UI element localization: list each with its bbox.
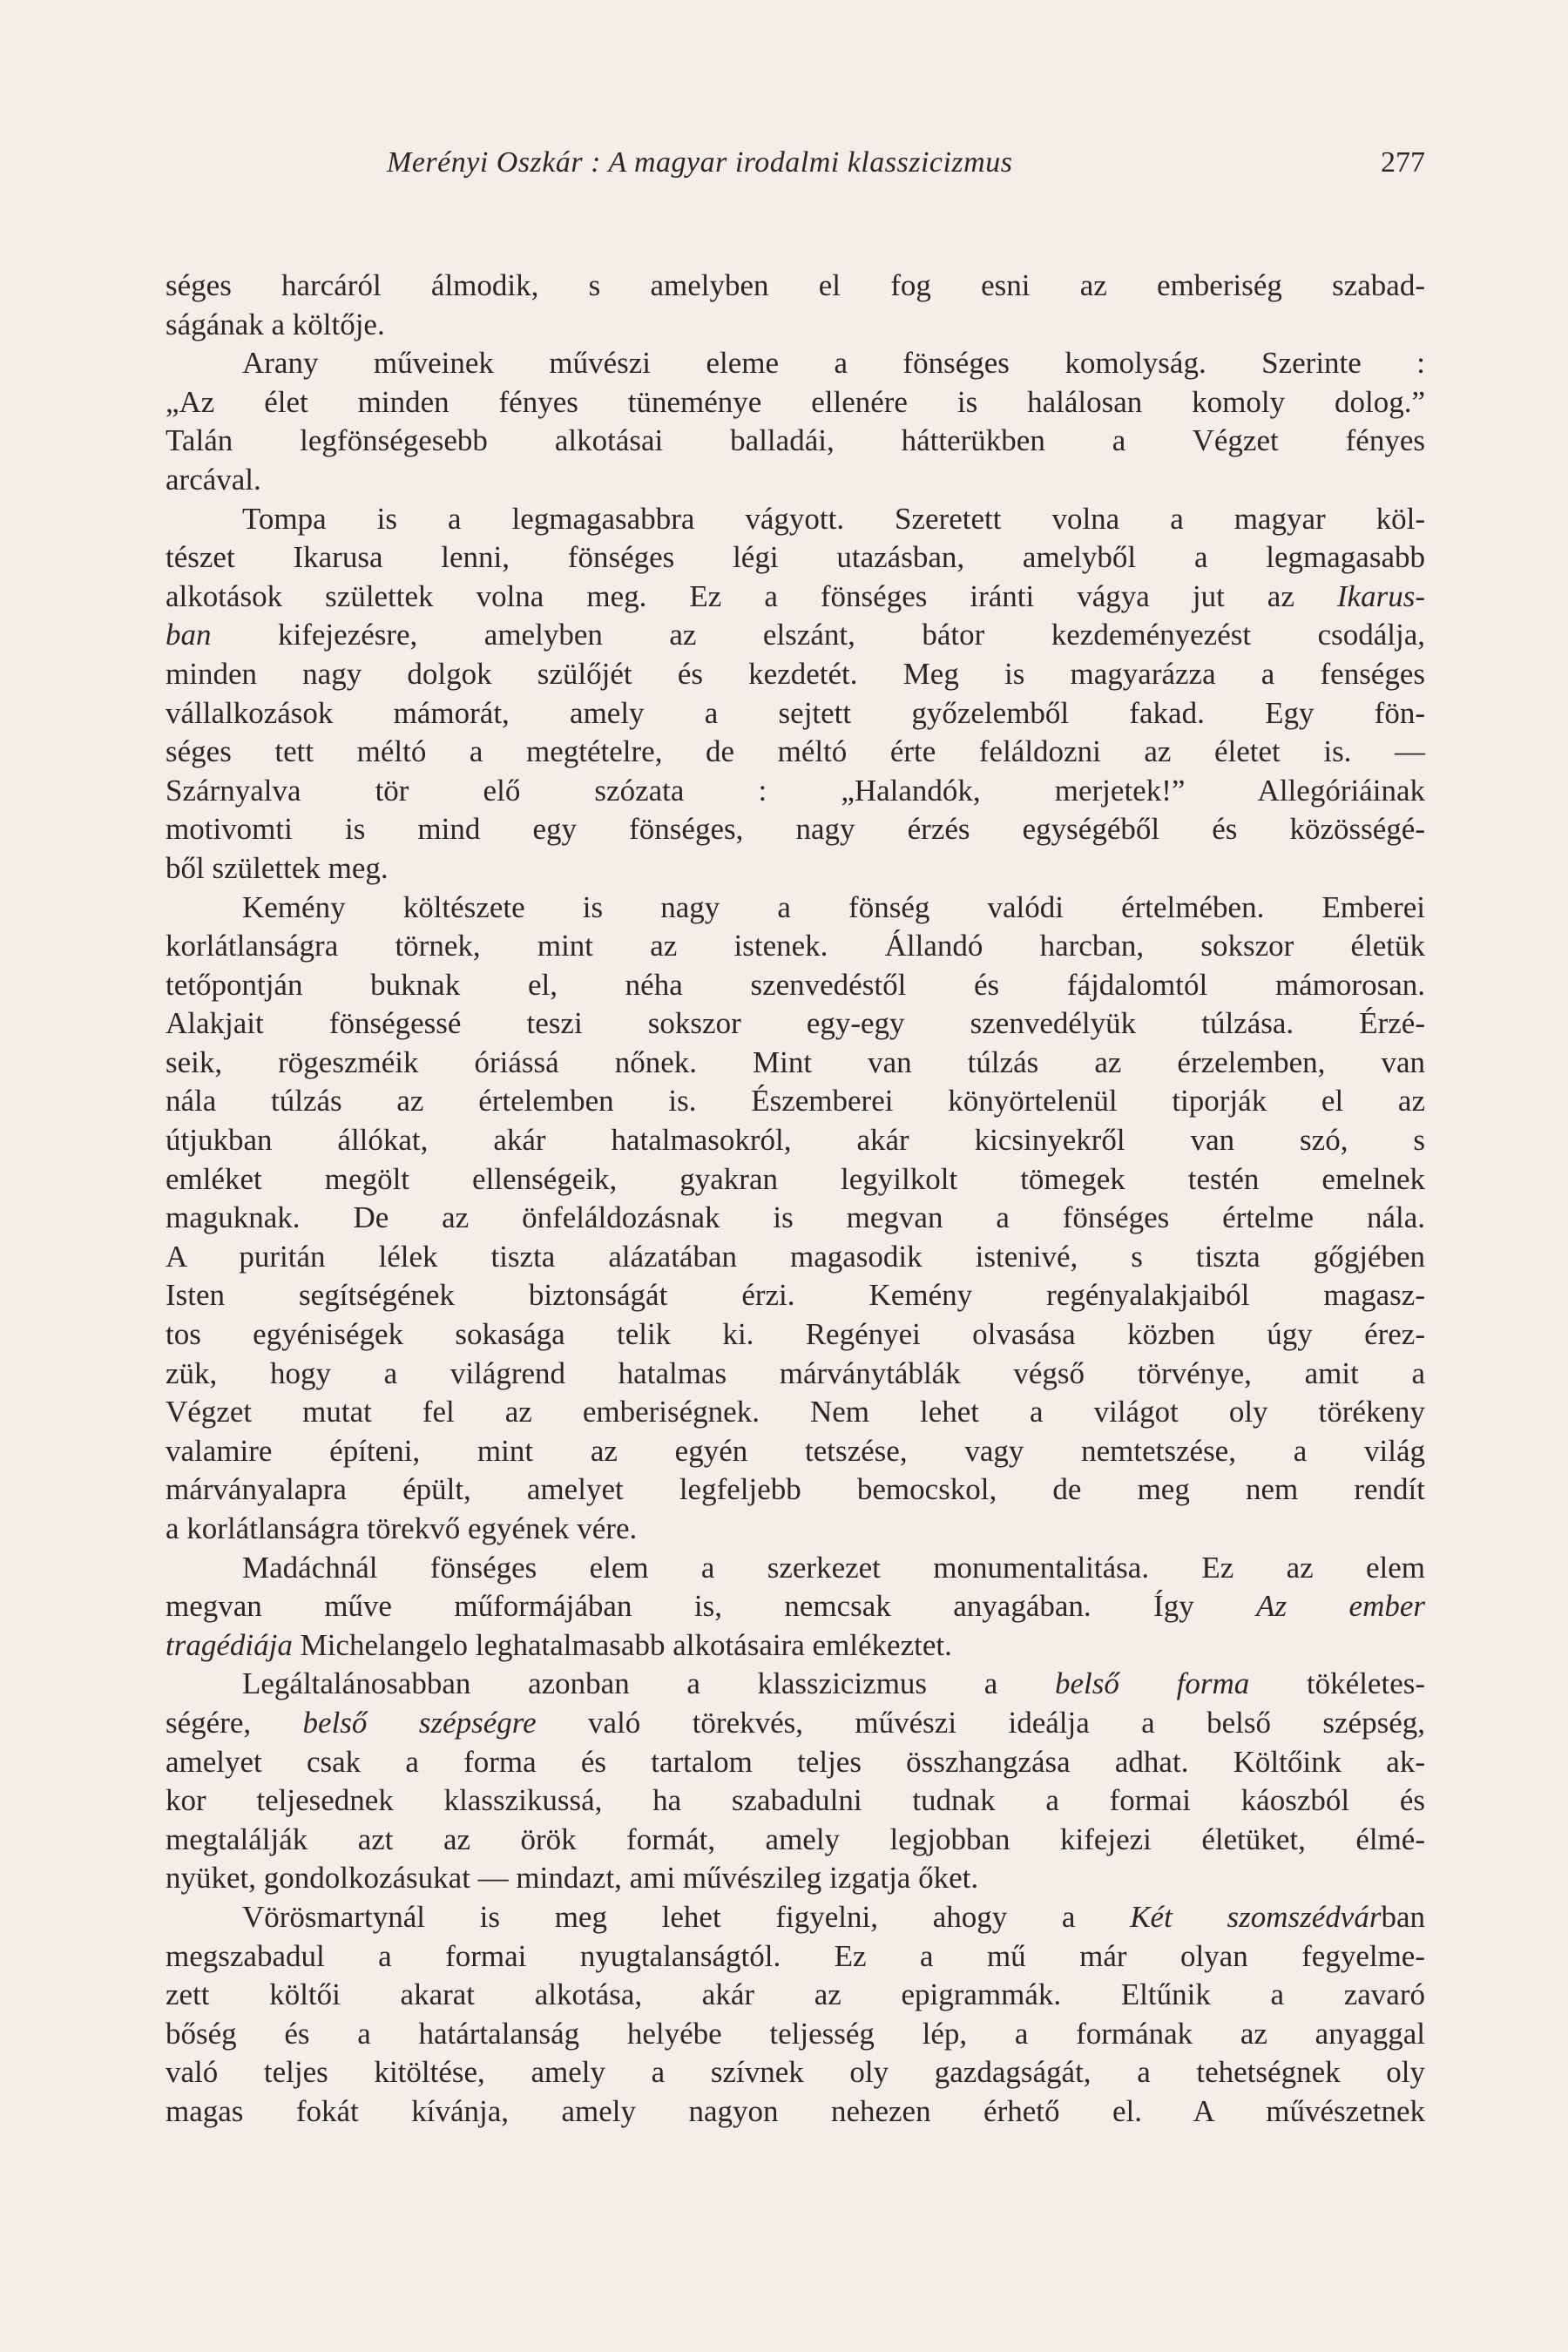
text-line [166, 422, 1425, 461]
line-text: Szárnyalva tör elő szózata : „Halandók, merjetek!” Allegóriáinak [166, 773, 1425, 808]
italic-text: belső szépségre [302, 1705, 537, 1740]
line-text: Michelangelo leghatalmasabb alkotásaira emlékeztet. [292, 1627, 952, 1662]
text-line [166, 1976, 1425, 2015]
line-text: Arany műveinek művészi eleme a fönséges komolyság. Szerinte : [242, 346, 1425, 381]
text-line [166, 267, 1425, 306]
text-line [166, 1432, 1425, 1471]
line-text: minden nagy dolgok szülőjét és kezdetét. Meg is magyarázza a fenséges [166, 656, 1425, 691]
text-line [166, 306, 1425, 345]
line-text: Vörösmartynál is meg lehet figyelni, ahogy a [242, 1899, 1131, 1934]
text-line [166, 1121, 1425, 1160]
italic-text: ban [166, 618, 212, 652]
line-text: A puritán lélek tiszta alázatában magasodik istenivé, s tiszta gőgjében [166, 1239, 1425, 1274]
line-text: ből születtek meg. [166, 850, 389, 885]
text-line [166, 1781, 1425, 1821]
line-text: motivomti is mind egy fönséges, nagy érzés egységéből és közösségé- [166, 812, 1425, 847]
line-text: valamire építeni, mint az egyén tetszése, vagy nemtetszése, a világ [166, 1433, 1425, 1468]
line-text: való teljes kitöltése, amely a szívnek oly gazdagságát, a tehetségnek oly [166, 2055, 1425, 2090]
text-line [166, 1626, 1425, 1666]
line-text: tos egyéniségek sokasága telik ki. Regényei olvasása közben úgy érez- [166, 1317, 1425, 1352]
text-line [166, 1044, 1425, 1083]
line-text: tetőpontján buknak el, néha szenvedéstől és fájdalomtól mámorosan. [166, 967, 1425, 1002]
line-text: nyüket, gondolkozásukat — mindazt, ami művészileg izgatja őket. [166, 1861, 979, 1896]
italic-text: tragédiája [166, 1627, 293, 1662]
text-line [166, 616, 1425, 655]
line-text: Isten segítségének biztonságát érzi. Kemény regényalakjaiból magasz- [166, 1278, 1425, 1313]
text-line [166, 810, 1425, 849]
text-line [166, 578, 1425, 617]
text-line [166, 1004, 1425, 1044]
text-line [166, 1276, 1425, 1315]
line-text: séges tett méltó a megtételre, de méltó érte feláldozni az életet is. — [166, 734, 1425, 769]
text-line [166, 538, 1425, 578]
line-text: kor teljesednek klasszikussá, ha szabadulni tudnak a formai káoszból és [166, 1783, 1425, 1818]
line-text: alkotások születtek volna meg. Ez a fönséges iránti vágya jut az [166, 578, 1337, 613]
line-text: útjukban állókat, akár hatalmasokról, akár kicsinyekről van szó, s [166, 1123, 1425, 1158]
line-text: zük, hogy a világrend hatalmas márványtáblák végső törvénye, amit a [166, 1355, 1425, 1390]
text-line [166, 1082, 1425, 1121]
text-line [166, 1898, 1425, 1937]
line-text: emléket megölt ellenségeik, gyakran legyilkolt tömegek testén emelnek [166, 1161, 1425, 1196]
text-line [166, 1238, 1425, 1277]
text-line [166, 655, 1425, 694]
line-text: Kemény költészete is nagy a fönség valódi értelmében. Emberei [242, 889, 1425, 924]
line-text: „Az élet minden fényes tüneménye ellenére is halálosan komoly dolog.” [166, 384, 1425, 419]
text-line [166, 1937, 1425, 1977]
line-text: megtalálják azt az örök formát, amely legjobban kifejezi életüket, élmé- [166, 1821, 1425, 1856]
text-line [166, 1393, 1425, 1432]
text-line [166, 1665, 1425, 1704]
line-text: a korlátlanságra törekvő egyének vére. [166, 1511, 638, 1545]
text-line [166, 1704, 1425, 1743]
text-line [166, 1160, 1425, 1200]
text-line [166, 849, 1425, 889]
line-text: vállalkozások mámorát, amely a sejtett győzelemből fakad. Egy fön- [166, 695, 1425, 730]
line-text: Végzet mutat fel az emberiségnek. Nem lehet a világot oly törékeny [166, 1395, 1425, 1429]
running-title: Merényi Oszkár : A magyar irodalmi klasszicizmus [387, 146, 1013, 179]
text-line [166, 383, 1425, 422]
line-text: seik, rögeszméik óriássá nőnek. Mint van túlzás az érzelemben, van [166, 1044, 1425, 1079]
text-line [166, 1470, 1425, 1510]
text-line [166, 2092, 1425, 2132]
line-text: Talán legfönségesebb alkotásai balladái, hátterükben a Végzet fényes [166, 423, 1425, 458]
line-text: ságának a költője. [166, 307, 385, 341]
text-line [166, 500, 1425, 539]
line-text: megvan műve műformájában is, nemcsak anyagában. Így [166, 1589, 1257, 1624]
text-line [166, 966, 1425, 1005]
text-line [166, 1821, 1425, 1860]
line-text: korlátlanságra törnek, mint az istenek. Állandó harcban, sokszor életük [166, 929, 1425, 963]
line-text: tészet Ikarusa lenni, fönséges légi utazásban, amelyből a legmagasabb [166, 540, 1425, 575]
line-text: ségére, [166, 1705, 303, 1740]
text-line [166, 772, 1425, 811]
text-line [166, 1859, 1425, 1898]
text-line [166, 2053, 1425, 2092]
line-text: Legáltalánosabban azonban a klasszicizmus a [242, 1666, 1056, 1701]
italic-text: Két szomszédvár [1130, 1899, 1382, 1934]
text-line [166, 1315, 1425, 1355]
line-text: amelyet csak a forma és tartalom teljes összhangzása adhat. Költőink ak- [166, 1744, 1425, 1779]
text-line [166, 927, 1425, 966]
body-text [166, 267, 1425, 2132]
line-text: nála túlzás az értelemben is. Észemberei könyörtelenül tiporják el az [166, 1084, 1425, 1119]
text-line [166, 733, 1425, 772]
text-line [166, 2015, 1425, 2054]
line-text: való törekvés, művészi ideálja a belső szépség, [536, 1705, 1425, 1740]
text-line [166, 1199, 1425, 1238]
line-text: tökéletes- [1249, 1666, 1425, 1701]
text-line [166, 1587, 1425, 1626]
text-line [166, 344, 1425, 383]
line-text: Tompa is a legmagasabbra vágyott. Szeretett volna a magyar köl- [242, 501, 1425, 536]
line-text: ban [1381, 1899, 1425, 1934]
line-text: kifejezésre, amelyben az elszánt, bátor kezdeményezést csodálja, [211, 618, 1425, 652]
line-text: zett költői akarat alkotása, akár az epigrammák. Eltűnik a zavaró [166, 1977, 1425, 2012]
italic-text: Ikarus- [1336, 578, 1425, 613]
line-text: Madáchnál fönséges elem a szerkezet monumentalitása. Ez az elem [242, 1550, 1425, 1585]
line-text: bőség és a határtalanság helyébe teljesség lép, a formának az anyaggal [166, 2016, 1425, 2051]
line-text: séges harcáról álmodik, s amelyben el fog esni az emberiség szabad- [166, 268, 1425, 302]
text-line [166, 1510, 1425, 1549]
text-line [166, 1743, 1425, 1782]
page-number: 277 [1381, 146, 1425, 179]
text-line [166, 1549, 1425, 1588]
line-text: arcával. [166, 462, 261, 497]
line-text: márványalapra épült, amelyet legfeljebb bemocskol, de meg nem rendít [166, 1472, 1425, 1507]
line-text: magas fokát kívánja, amely nagyon nehezen érhető el. A művészetnek [166, 2093, 1425, 2128]
text-line [166, 1355, 1425, 1394]
line-text: megszabadul a formai nyugtalanságtól. Ez a mű már olyan fegyelme- [166, 1938, 1425, 1973]
text-line [166, 889, 1425, 928]
italic-text: Az ember [1256, 1589, 1426, 1624]
line-text: Alakjait fönségessé teszi sokszor egy-egy szenvedélyük túlzása. Érzé- [166, 1006, 1425, 1041]
italic-text: belső forma [1055, 1666, 1250, 1701]
line-text: maguknak. De az önfeláldozásnak is megvan a fönséges értelme nála. [166, 1200, 1425, 1235]
running-head [166, 146, 1425, 181]
text-line [166, 694, 1425, 733]
text-line [166, 461, 1425, 500]
